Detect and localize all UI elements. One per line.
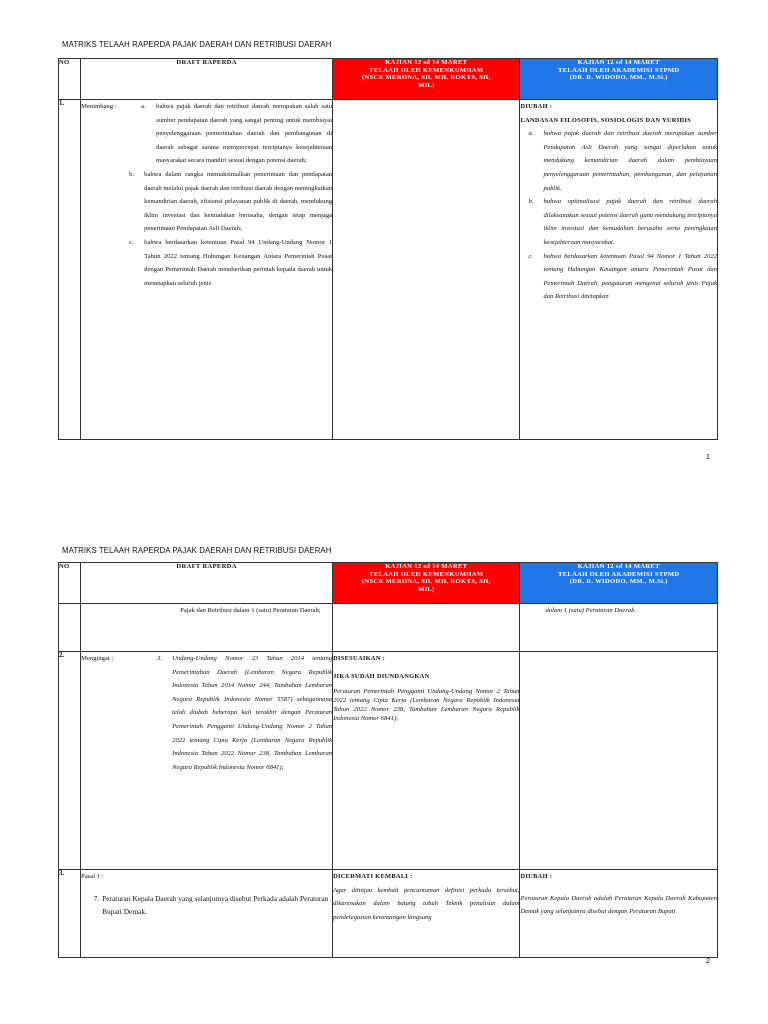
header-row: [59, 563, 718, 604]
header-akademisi: KAJIAN 12 sd 14 MARET TELAAH OLEH AKADEMISI STPMD (DR. R. WIDODO, MM., M.Si.): [520, 563, 718, 604]
jika-sudah-label: JIKA SUDAH DIUNDANGKAN: [333, 672, 430, 680]
page-number: 2: [705, 956, 710, 965]
header-no: NO: [59, 59, 81, 100]
header-akademisi: KAJIAN 12 sd 14 MARET TELAAH OLEH AKADEMISI STPMD (DR. R. WIDODO, MM., M.Si.): [520, 59, 718, 100]
akademisi-cell: [520, 652, 718, 870]
dicermati-label: DICERMATI KEMBALI :: [333, 873, 413, 880]
kemenkumham-text: Peraturan Pemerintah Pengganti Undang-Undang Nomor 2 Tahun 2022 tentang Cipta Kerja (Lembaran Negara Republik Indonesia Tahun 2022 Nomor 238, Tambahan Lembaran Negara Republik Indonesia Nomor 6841);: [333, 688, 520, 723]
kemenkumham-cell: [333, 652, 520, 870]
akademisi-text: Peraturan Kepala Daerah adalah Peraturan Kepala Daerah Kabupaten Demak yang selanjutnya disebut dengan Peraturan Bupati: [520, 894, 717, 916]
review-matrix-page-2: [58, 562, 718, 958]
row-number: 3.: [59, 870, 81, 958]
akademisi-cell: dalam 1 (satu) Peraturan Daerah.: [520, 604, 718, 652]
list-item: c. bahwa berdasarkan ketentuan Pasal 94 Undang-Undang Nomor 1 Tahun 2022 tentang Hubungan Keuangan Antara Pemerintah Pusat dengan Pemerintah Daerah memberikan perintah kepada daerah untuk menetapkan seluruh jenis: [129, 238, 333, 287]
document-title: MATRIKS TELAAH RAPERDA PAJAK DAERAH DAN RETRIBUSI DAERAH: [62, 546, 332, 555]
kemenkumham-cell: [333, 100, 520, 440]
mengingat-label: Mengingat: [81, 655, 110, 662]
draft-cell: [81, 870, 333, 958]
page-number: 1: [705, 452, 710, 461]
list-item: a. bahwa pajak daerah dan retribusi daerah merupakan sumber Pendapatan Asli Daerah yang sangat diperlukan untuk mendukung kemandirian daerah dalam pembiayaan penyelenggaraan pemerintahan, pembangunan, dan pelayanan publik.: [528, 130, 717, 192]
diubah-label: DIUBAH :: [520, 103, 553, 110]
akademisi-cell: [520, 870, 718, 958]
header-draft: DRAFT RAPERDA: [81, 59, 333, 100]
list-item: a. bahwa pajak daerah dan retribusi daerah merupakan salah satu sumber pendapatan daerah yang sangat penting untuk membiayai penyelenggaraan pemerintahan daerah dan pembangunan di daerah sebagai sarana mempercepat terciptanya kesejahteraan masyarakat secara mandiri sesuai dengan potensi daerah;: [141, 103, 333, 165]
document-title: MATRIKS TELAAH RAPERDA PAJAK DAERAH DAN RETRIBUSI DAERAH: [62, 40, 332, 49]
row-number: [59, 604, 81, 652]
row-number: 2.: [59, 652, 81, 870]
draft-cell: Menimbang : a. bahwa pajak daerah dan retribusi daerah merupakan salah satu sumber pendapatan daerah yang sangat penting untuk membiayai penyelenggaraan pemerintahan daerah dan pembangunan di daerah sebagai sarana mempercepat terciptanya kesejahteraan masyarakat secara mandiri sesuai dengan potensi daerah; b. bahwa dalam rangka memaksimalkan penerimaan dan pendapatan daerah melalui pajak daerah dan retribusi daerah dengan meningkatkan kemandirian daerah, efisiensi pelayanan publik di daerah, mendukung iklim investasi dan kemudahan berusaha, dengan tetap menjaga penerimaan Pendapatan Asli Daerah; c. bahwa berdasarkan ketentuan Pasal 94 Undang-Undang Nomor 1 Tahun 2022 tentang Hubungan Keuangan Antara Pemerintah Pusat dengan Pemerintah Daerah memberikan perintah kepada daerah untuk menetapkan seluruh jenis: [81, 100, 333, 440]
table-row: [59, 870, 718, 958]
kemenkumham-text: Agar ditinjau kembali pencantuman definisi perkada tersebut, dikarenakan dalam batang tubuh Teknik penulisan dalam pendelegasian kewenangan langsung: [333, 886, 520, 921]
kemenkumham-cell: [333, 604, 520, 652]
diubah-label: DIUBAH :: [520, 873, 553, 880]
header-no: NO: [59, 563, 81, 604]
draft-cell: Pajak dan Retribusi dalam 1 (satu) Peraturan Daerah;: [81, 604, 333, 652]
kemenkumham-cell: [333, 870, 520, 958]
list-item: 3. Undang-Undang Nomor 23 Tahun 2014 tentang Pemerintahan Daerah (Lembaran Negara Republik Indonesia Tahun 2014 Nomor 244, Tambahan Lembaran Negara Republik Indonesia Nomor 5587) sebagaimana telah diubah beberapa kali terakhir dengan Peraturan Pemerintah Pengganti Undang-Undang Nomor 2 Tahun 2022 tentang Cipta Kerja (Lembaran Negara Republik Indonesia Tahun 2022 Nomor 238, Tambahan Lembaran Negara Republik Indonesia Nomor 6841);: [157, 655, 333, 771]
header-row: [59, 59, 718, 100]
list-item: b. bahwa optimalisasi pajak daerah dan retribusi daerah dilaksanakan sesuai potensi daerah guna mendukung terciptanya iklim investasi dan kemudahan berusaha serta peningkatan kesejahteraan masyarakat.: [528, 198, 717, 246]
table-row: [59, 604, 718, 652]
akademisi-cell: [520, 100, 718, 440]
row-number: 1.: [59, 100, 81, 440]
list-item: b. bahwa dalam rangka memaksimalkan penerimaan dan pendapatan daerah melalui pajak daerah dan retribusi daerah dengan meningkatkan kemandirian daerah, efisiensi pelayanan publik di daerah, mendukung iklim investasi dan kemudahan berusaha, dengan tetap menjaga penerimaan Pendapatan Asli Daerah;: [129, 170, 333, 233]
pasal-label: Pasal 1 :: [81, 873, 104, 880]
menimbang-label: Menimbang: [81, 103, 114, 110]
header-kemenkumham: KAJIAN 12 sd 14 MARET TELAAH OLEH KEMENKUMHAM (NSCR MERONA, SH, MH, ROKYS, SH, MH.): [333, 59, 520, 100]
disesuaikan-label: DISESUAIKAN :: [333, 655, 386, 662]
header-draft: DRAFT RAPERDA: [81, 563, 333, 604]
landasan-label: LANDASAN FILOSOFIS, SOSIOLOGIS DAN YURIDIS: [520, 116, 692, 124]
page-2: [0, 512, 768, 1024]
list-item: c. bahwa berdasarkan ketentuan Pasal 94 Nomor 1 Tahun 2022 tentang Hubungan Keuangan antara Pemerintah Pusat dan Pemerintah Daerah, pengaturan mengenai seluruh jenis Pajak dan Retribusi ditetapkan: [528, 252, 717, 301]
draft-cell: Mengingat : 3. Undang-Undang Nomor 23 Tahun 2014 tentang Pemerintahan Daerah (Lembaran Negara Republik Indonesia Tahun 2014 Nomor 244, Tambahan Lembaran Negara Republik Indonesia Nomor 5587) sebagaimana telah diubah beberapa kali terakhir dengan Peraturan Pemerintah Pengganti Undang-Undang Nomor 2 Tahun 2022 tentang Cipta Kerja (Lembaran Negara Republik Indonesia Tahun 2022 Nomor 238, Tambahan Lembaran Negara Republik Indonesia Nomor 6841);: [81, 652, 333, 870]
header-kemenkumham: KAJIAN 12 sd 14 MARET TELAAH OLEH KEMENKUMHAM (NSCR MERONA, SH, MH, ROKYS, SH, MH.): [333, 563, 520, 604]
table-row: [59, 100, 718, 440]
table-row: [59, 652, 718, 870]
review-matrix-page-1: [58, 58, 718, 440]
list-item: 7. Peraturan Kepala Daerah yang selanjutnya disebut Perkada adalah Peraturan Bupati Demak.: [93, 893, 329, 917]
